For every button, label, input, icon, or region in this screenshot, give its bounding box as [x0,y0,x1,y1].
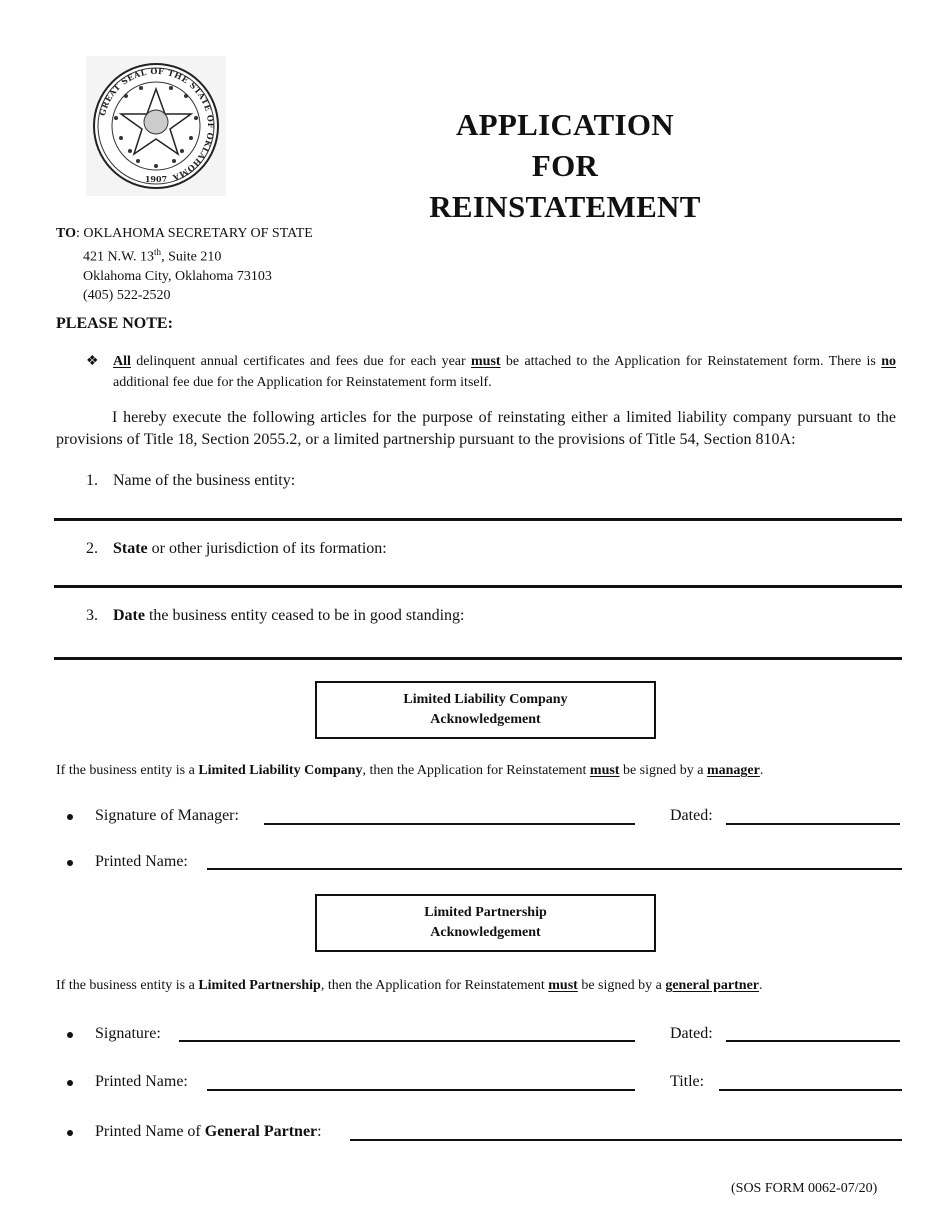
llc-dated-label: Dated: [670,807,713,824]
title-line-2: FOR [531,148,599,183]
note-word-no: no [881,354,896,369]
item-entity-name [86,472,295,490]
lp-s3: be signed by a [577,978,666,993]
gp-post: : [317,1123,322,1140]
partner-printed-name-label: Printed Name: [95,1073,188,1090]
title-line-3: REINSTATEMENT [429,189,701,224]
item-ceased-date [86,607,464,625]
street-post: , Suite 210 [161,249,222,265]
lp-box-line-1: Limited Partnership [424,905,547,920]
intro-text: I hereby execute the following articles for the purpose of reinstating either a limited liability company pursuant to the provisions of Title 18, Section 2055.2, or a limited partnership pursuant to the provisions of Title 54, Section 810A: [56,409,896,448]
to-office: : OKLAHOMA SECRETARY OF STATE [75,226,313,241]
form-title [400,104,730,227]
lp-dated-label: Dated: [670,1025,713,1042]
item-bold: Date [113,607,145,624]
lp-u1: must [548,978,578,993]
note-text-3: additional fee due for the Application for Reinstatement form itself. [113,375,492,390]
form-number: (SOS FORM 0062-07/20) [731,1181,878,1196]
llc-b1: Limited Liability Company [198,763,363,778]
note-word-must: must [471,354,501,369]
formation-state-field[interactable] [54,585,902,588]
llc-s1: If the business entity is a [56,763,199,778]
note-word-all: All [113,354,131,369]
item-formation-state [86,540,387,558]
intro-paragraph [56,407,896,451]
entity-name-field[interactable] [54,518,902,521]
item-text: Name of the business entity: [113,472,296,489]
manager-printed-name-field[interactable] [207,868,902,870]
ceased-date-field[interactable] [54,657,902,660]
lp-s2: , then the Application for Reinstatement [320,978,549,993]
item-bold: State [113,540,148,557]
fee-note [86,351,896,393]
item-number: 2. [86,540,98,557]
llc-acknowledgement-box [315,681,656,739]
to-label: TO [56,226,76,241]
manager-signature-label: Signature of Manager: [95,807,239,824]
phone-line: (405) 522-2520 [83,287,171,303]
gp-bold: General Partner [204,1123,318,1140]
partner-signature-field[interactable] [179,1040,635,1042]
lp-s1: If the business entity is a [56,978,199,993]
manager-signature-field[interactable] [264,823,635,825]
llc-s3: be signed by a [619,763,707,778]
seal-year: 1907 [144,174,168,184]
bullet-icon [67,1130,73,1136]
title-line-1: APPLICATION [455,107,674,142]
please-note-heading: PLEASE NOTE: [56,315,173,332]
lp-dated-field[interactable] [726,1040,900,1042]
item-text: or other jurisdiction of its formation: [147,540,387,557]
llc-box-line-2: Acknowledgement [430,712,541,727]
lp-b1: Limited Partnership [198,978,321,993]
lp-title-field[interactable] [719,1089,902,1091]
item-number: 1. [86,472,98,489]
manager-printed-name-label: Printed Name: [95,853,188,870]
lp-statement [56,978,763,994]
bullet-icon [67,814,73,820]
bullet-icon [67,860,73,866]
lp-u2: general partner [665,978,760,993]
llc-dated-field[interactable] [726,823,900,825]
city-line: Oklahoma City, Oklahoma 73103 [83,268,272,284]
recipient-address [56,224,313,305]
llc-s4: . [759,763,764,778]
item-text: the business entity ceased to be in good standing: [144,607,465,624]
gp-pre: Printed Name of [95,1123,205,1140]
street-sup: th [154,247,162,257]
llc-s2: , then the Application for Reinstatement [362,763,590,778]
street-pre: 421 N.W. 13 [83,249,155,265]
item-number: 3. [86,607,98,624]
lp-box-line-2: Acknowledgement [430,925,541,940]
llc-u2: manager [706,763,760,778]
general-partner-name-field[interactable] [350,1139,902,1141]
bullet-icon [67,1032,73,1038]
bullet-icon [67,1080,73,1086]
llc-u1: must [589,763,620,778]
diamond-bullet-icon: ❖ [86,354,99,369]
note-text-1: delinquent annual certificates and fees due for each year [130,354,472,369]
lp-title-label: Title: [670,1073,705,1090]
llc-statement [56,763,763,779]
fee-note-text [113,351,896,393]
svg-text:GREAT SEAL OF THE STATE OF OKL: GREAT SEAL OF THE STATE OF OKLAHOMA [97,65,217,184]
llc-box-line-1: Limited Liability Company [403,692,568,707]
lp-acknowledgement-box [315,894,656,952]
note-text-2: be attached to the Application for Reinstatement form. There is [500,354,882,369]
general-partner-name-label [95,1123,322,1141]
lp-s4: . [759,978,763,993]
oklahoma-state-seal [86,56,226,196]
partner-printed-name-field[interactable] [207,1089,635,1091]
partner-signature-label: Signature: [95,1025,161,1042]
